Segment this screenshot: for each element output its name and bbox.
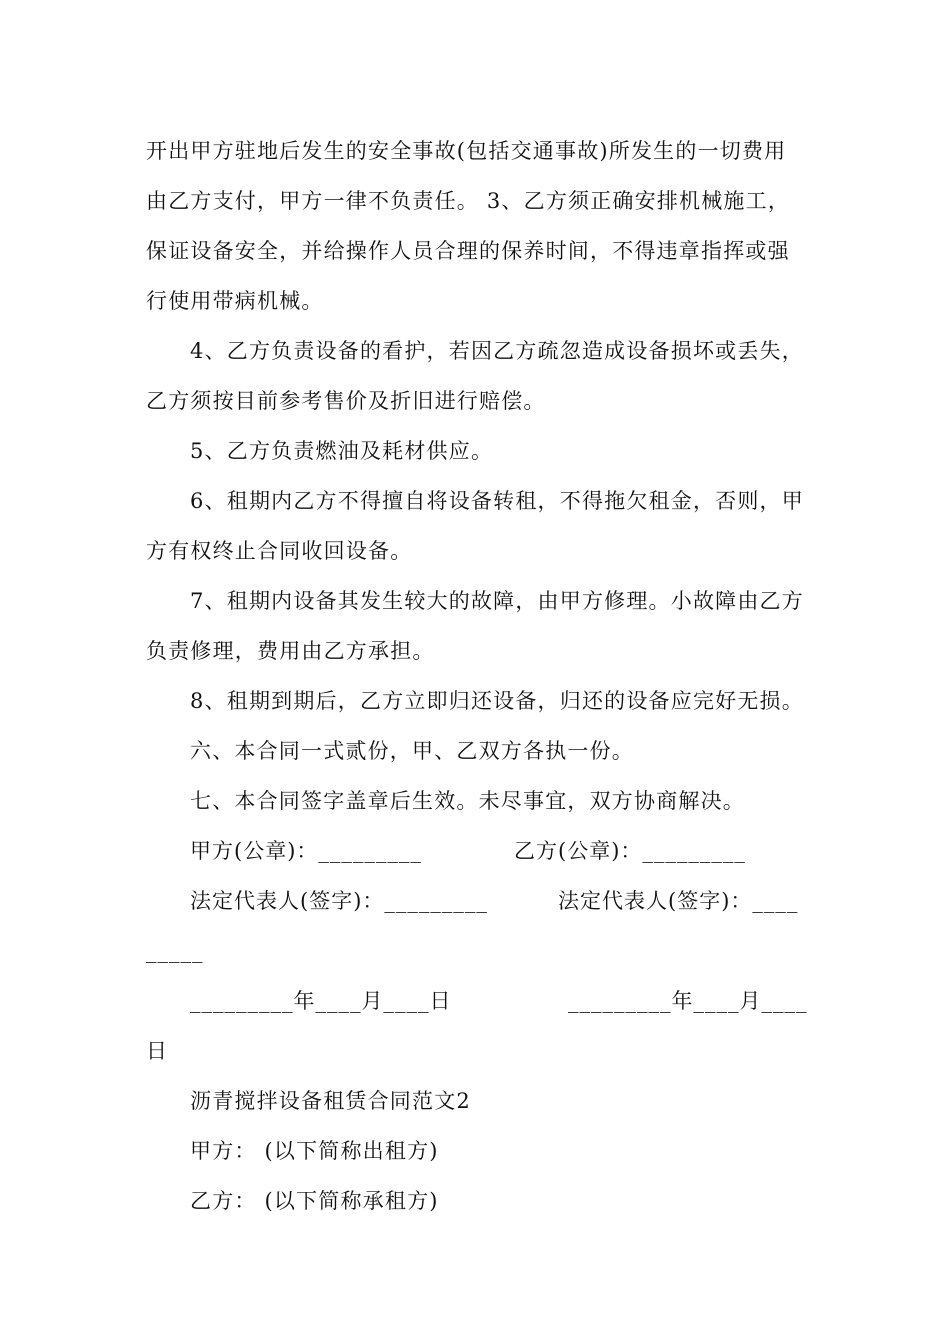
party-a-seal-field: 甲方(公章)：_________ <box>190 839 422 863</box>
clause-6: 6、租期内乙方不得擅自将设备转租，不得拖欠租金，否则，甲 <box>190 489 804 513</box>
article-6: 六、本合同一式贰份，甲、乙双方各执一份。 <box>190 739 634 763</box>
paragraph-line: 由乙方支付，甲方一律不负责任。 3、乙方须正确安排机械施工， <box>146 189 791 213</box>
paragraph-line: 开出甲方驻地后发生的安全事故(包括交通事故)所发生的一切费用 <box>146 139 787 163</box>
second-contract-party-b: 乙方： (以下简称承租方) <box>190 1189 439 1213</box>
paragraph-line: 方有权终止合同收回设备。 <box>146 539 413 563</box>
paragraph-line: 乙方须按目前参考售价及折旧进行赔偿。 <box>146 389 546 413</box>
party-b-rep-field-cont: _____ <box>146 939 204 963</box>
second-contract-party-a: 甲方： (以下简称出租方) <box>190 1139 439 1163</box>
clause-8: 8、租期到期后，乙方立即归还设备，归还的设备应完好无损。 <box>190 689 804 713</box>
party-a-rep-field: 法定代表人(签字)：_________ <box>190 889 488 913</box>
date-a-field: _________年____月____日 <box>190 989 452 1013</box>
paragraph-line: 保证设备安全，并给操作人员合理的保养时间，不得违章指挥或强 <box>146 239 790 263</box>
party-b-seal-field: 乙方(公章)：_________ <box>514 839 746 863</box>
clause-7: 7、租期内设备其发生较大的故障，由甲方修理。小故障由乙方 <box>190 589 804 613</box>
date-b-field: _________年____月____ <box>568 989 808 1013</box>
clause-4: 4、乙方负责设备的看护，若因乙方疏忽造成设备损坏或丢失， <box>190 339 804 363</box>
date-b-field-cont: 日 <box>146 1039 168 1063</box>
clause-5: 5、乙方负责燃油及耗材供应。 <box>190 439 494 463</box>
second-contract-title: 沥青搅拌设备租赁合同范文2 <box>190 1089 471 1113</box>
article-7: 七、本合同签字盖章后生效。未尽事宜，双方协商解决。 <box>190 789 745 813</box>
party-b-rep-field: 法定代表人(签字)：____ <box>558 889 799 913</box>
paragraph-line: 负责修理，费用由乙方承担。 <box>146 639 435 663</box>
paragraph-line: 行使用带病机械。 <box>146 289 324 313</box>
